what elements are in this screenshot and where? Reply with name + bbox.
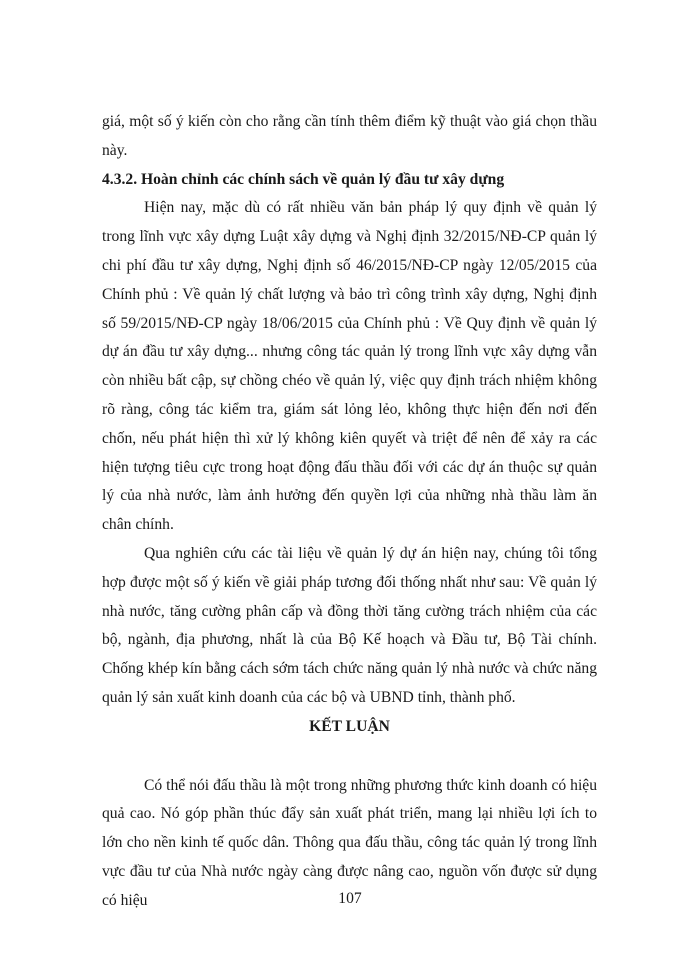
continuation-paragraph: giá, một số ý kiến còn cho rằng cần tính thêm điểm kỹ thuật vào giá chọn thầu này. bbox=[102, 113, 597, 159]
document-page bbox=[102, 108, 597, 916]
section-paragraph-2: Qua nghiên cứu các tài liệu về quản lý dự án hiện nay, chúng tôi tổng hợp được một số ý kiến về giải pháp tương đối thống nhất như sau: Về quản lý nhà nước, tăng cường phân cấp và đồng thời tăng cường trách nhiệm của các bộ, ngành, địa phương, nhất là của Bộ Kế hoạch và Đầu tư, Bộ Tài chính. Chống khép kín bằng cách sớm tách chức năng quản lý nhà nước và chức năng quản lý sản xuất kinh doanh của các bộ và UBND tỉnh, thành phố. bbox=[102, 544, 597, 706]
conclusion-heading: KẾT LUẬN bbox=[309, 717, 390, 735]
section-heading: 4.3.2. Hoàn chỉnh các chính sách về quản lý đầu tư xây dựng bbox=[102, 170, 505, 188]
section-paragraph-1: Hiện nay, mặc dù có rất nhiều văn bản pháp lý quy định về quản lý trong lĩnh vực xây dựng Luật xây dựng và Nghị định 32/2015/NĐ-CP quản lý chi phí đầu tư xây dựng, Nghị định số 46/2015/NĐ-CP ngày 12/05/2015 của Chính phủ : Về quản lý chất lượng và bảo trì công trình xây dựng, Nghị định số 59/2015/NĐ-CP ngày 18/06/2015 của Chính phủ : Về Quy định về quản lý dự án đầu tư xây dựng... nhưng công tác quản lý trong lĩnh vực xây dựng vẫn còn nhiều bất cập, sự chồng chéo về quản lý, việc quy định trách nhiệm không rõ ràng, công tác kiểm tra, giám sát lỏng lẻo, không thực hiện đến nơi đến chốn, nếu phát hiện thì xử lý không kiên quyết và triệt để nên để xảy ra các hiện tượng tiêu cực trong hoạt động đấu thầu đối với các dự án thuộc sự quản lý của nhà nước, làm ảnh hưởng đến quyền lợi của những nhà thầu làm ăn chân chính. bbox=[102, 199, 597, 534]
conclusion-paragraph: Có thể nói đấu thầu là một trong những phương thức kinh doanh có hiệu quả cao. Nó góp phần thúc đẩy sản xuất phát triển, mang lại nhiều lợi ích to lớn cho nền kinh tế quốc dân. Thông qua đấu thầu, công tác quản lý trong lĩnh vực đầu tư của Nhà nước ngày càng được nâng cao, nguồn vốn được sử dụng có hiệu bbox=[102, 776, 597, 909]
page-number: 107 bbox=[338, 890, 362, 907]
